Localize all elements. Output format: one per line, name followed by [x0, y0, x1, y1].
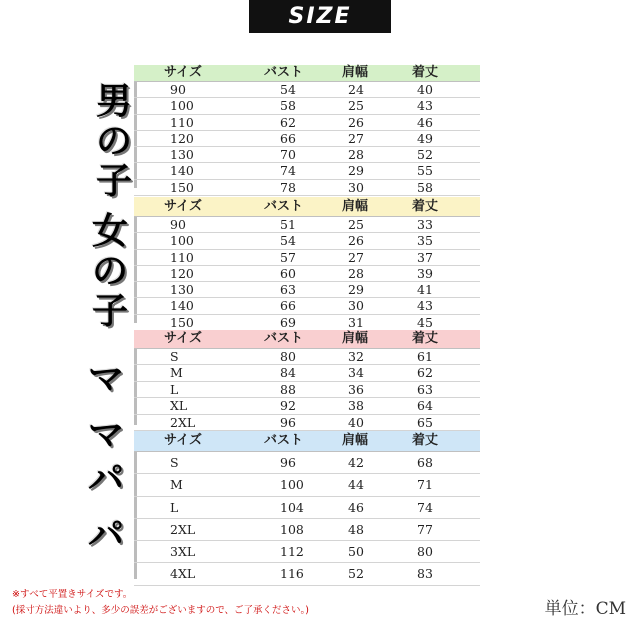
- table-cell: 28: [348, 265, 364, 281]
- table-cell: M: [170, 365, 183, 381]
- table-cell: 42: [348, 455, 364, 470]
- section-label-3: [74, 452, 138, 564]
- table-row: [134, 233, 480, 249]
- table-cell: L: [170, 499, 179, 515]
- table-cell: 130: [170, 282, 194, 298]
- table-cell: 150: [170, 179, 194, 195]
- table-header-row: [134, 197, 480, 217]
- table-cell: 70: [280, 147, 296, 163]
- table-row: [134, 365, 480, 381]
- note-flat-measure: ※すべて平置きサイズです。: [12, 589, 133, 600]
- table-row: [134, 563, 480, 585]
- header-cell: 着丈: [412, 199, 439, 214]
- table-cell: 37: [417, 249, 433, 265]
- table-cell: 90: [170, 217, 186, 232]
- table-cell: 52: [417, 147, 433, 163]
- table-cell: M: [170, 477, 183, 493]
- table-cell: 28: [348, 147, 364, 163]
- table-row: [134, 474, 480, 496]
- table-row: [134, 519, 480, 541]
- table-cell: 74: [417, 499, 433, 515]
- table-row: [134, 163, 480, 179]
- table-cell: 30: [348, 298, 364, 314]
- table-cell: 31: [348, 314, 364, 330]
- table-cell: 96: [280, 414, 296, 430]
- table-cell: 100: [170, 98, 194, 114]
- section-label-char: 女: [91, 211, 128, 252]
- header-cell: 着丈: [412, 65, 439, 80]
- table-row: [134, 382, 480, 398]
- table-cell: 110: [170, 114, 194, 130]
- section-label-char: の: [95, 121, 132, 162]
- size-table-2: [134, 330, 480, 430]
- table-row: [134, 147, 480, 163]
- table-cell: 57: [280, 249, 296, 265]
- table-cell: 2XL: [170, 521, 196, 537]
- table-cell: 25: [348, 217, 364, 232]
- section-label-char: の: [91, 251, 128, 292]
- table-cell: 45: [417, 314, 433, 330]
- table-cell: 54: [280, 82, 296, 97]
- table-cell: 29: [348, 282, 364, 298]
- table-cell: 49: [417, 130, 433, 146]
- table-cell: 44: [348, 477, 364, 493]
- table-cell: 40: [348, 414, 364, 430]
- table-cell: 84: [280, 365, 296, 381]
- table-cell: 60: [280, 265, 296, 281]
- section-label-char: 子: [95, 161, 132, 202]
- table-cell: 55: [417, 163, 433, 179]
- header-cell: 着丈: [412, 433, 439, 448]
- table-cell: 140: [170, 298, 194, 314]
- table-cell: 46: [348, 499, 364, 515]
- header-cell: バスト: [264, 199, 304, 214]
- table-cell: 130: [170, 147, 194, 163]
- table-header-row: [134, 330, 480, 349]
- header-cell: バスト: [264, 331, 304, 346]
- size-table-1: [134, 197, 480, 330]
- table-row: [134, 250, 480, 266]
- table-cell: 88: [280, 381, 296, 397]
- table-cell: S: [170, 455, 179, 470]
- section-label-2: [74, 352, 138, 464]
- table-cell: 62: [280, 114, 296, 130]
- table-cell: 80: [417, 544, 433, 560]
- section-label-char: パ: [87, 515, 124, 556]
- header-cell: バスト: [264, 433, 304, 448]
- table-cell: 24: [348, 82, 364, 97]
- table-cell: 46: [417, 114, 433, 130]
- table-cell: 38: [348, 398, 364, 414]
- table-cell: 51: [280, 217, 296, 232]
- table-row: [134, 115, 480, 131]
- table-cell: 65: [417, 414, 433, 430]
- table-cell: XL: [170, 398, 188, 414]
- table-row: [134, 541, 480, 563]
- header-cell: 着丈: [412, 331, 439, 346]
- table-header-row: [134, 65, 480, 82]
- table-cell: 100: [170, 233, 194, 249]
- table-row: [134, 217, 480, 233]
- table-cell: 68: [417, 455, 433, 470]
- table-row: [134, 415, 480, 431]
- table-cell: 40: [417, 82, 433, 97]
- table-cell: 100: [280, 477, 304, 493]
- table-cell: L: [170, 381, 179, 397]
- unit-label: 単位：CM: [544, 599, 626, 619]
- table-cell: 83: [417, 566, 433, 582]
- table-row: [134, 349, 480, 365]
- table-row: [134, 98, 480, 114]
- table-cell: 78: [280, 179, 296, 195]
- table-cell: 71: [417, 477, 433, 493]
- size-table-0: [134, 65, 480, 195]
- table-cell: 110: [170, 249, 194, 265]
- table-row: [134, 131, 480, 147]
- table-cell: 112: [280, 544, 304, 560]
- table-cell: 104: [280, 499, 304, 515]
- table-cell: 26: [348, 233, 364, 249]
- table-cell: 54: [280, 233, 296, 249]
- table-cell: 25: [348, 98, 364, 114]
- table-cell: 63: [417, 381, 433, 397]
- table-cell: 140: [170, 163, 194, 179]
- table-cell: 43: [417, 298, 433, 314]
- header-cell: 肩幅: [342, 199, 369, 214]
- table-cell: 66: [280, 130, 296, 146]
- table-cell: 48: [348, 521, 364, 537]
- table-cell: 52: [348, 566, 364, 582]
- table-cell: S: [170, 349, 179, 364]
- table-cell: 120: [170, 130, 194, 146]
- table-cell: 35: [417, 233, 433, 249]
- table-row: [134, 180, 480, 196]
- table-cell: 43: [417, 98, 433, 114]
- table-cell: 50: [348, 544, 364, 560]
- section-label-char: マ: [87, 415, 124, 456]
- table-row: [134, 298, 480, 314]
- table-cell: 150: [170, 314, 194, 330]
- table-cell: 120: [170, 265, 194, 281]
- table-cell: 33: [417, 217, 433, 232]
- section-label-1: [78, 212, 142, 332]
- table-cell: 4XL: [170, 566, 196, 582]
- section-label-char: 男: [95, 81, 132, 122]
- table-cell: 77: [417, 521, 433, 537]
- size-banner-text: SIZE: [288, 4, 352, 29]
- table-cell: 66: [280, 298, 296, 314]
- table-cell: 63: [280, 282, 296, 298]
- section-label-char: パ: [87, 459, 124, 500]
- table-row: [134, 398, 480, 414]
- table-cell: 41: [417, 282, 433, 298]
- table-cell: 29: [348, 163, 364, 179]
- header-cell: 肩幅: [342, 433, 369, 448]
- table-header-row: [134, 431, 480, 452]
- table-cell: 58: [280, 98, 296, 114]
- table-cell: 62: [417, 365, 433, 381]
- table-row: [134, 452, 480, 474]
- size-banner: [249, 0, 391, 33]
- section-label-char: マ: [87, 359, 124, 400]
- table-cell: 26: [348, 114, 364, 130]
- size-table-3: [134, 431, 480, 582]
- table-cell: 27: [348, 130, 364, 146]
- table-cell: 30: [348, 179, 364, 195]
- table-row: [134, 497, 480, 519]
- header-cell: サイズ: [164, 331, 202, 346]
- table-cell: 61: [417, 349, 433, 364]
- section-label-char: 子: [91, 291, 128, 332]
- table-row: [134, 315, 480, 331]
- table-cell: 58: [417, 179, 433, 195]
- table-cell: 116: [280, 566, 304, 582]
- table-row: [134, 82, 480, 98]
- header-cell: サイズ: [164, 433, 202, 448]
- note-measurement-error: (採寸方法違いより、多少の誤差がございますので、ご了承ください。): [12, 605, 309, 616]
- table-cell: 34: [348, 365, 364, 381]
- table-cell: 64: [417, 398, 433, 414]
- table-cell: 69: [280, 314, 296, 330]
- table-cell: 92: [280, 398, 296, 414]
- table-cell: 80: [280, 349, 296, 364]
- header-cell: 肩幅: [342, 65, 369, 80]
- table-cell: 36: [348, 381, 364, 397]
- table-cell: 32: [348, 349, 364, 364]
- table-cell: 96: [280, 455, 296, 470]
- table-row: [134, 266, 480, 282]
- header-cell: 肩幅: [342, 331, 369, 346]
- header-cell: サイズ: [164, 199, 202, 214]
- table-cell: 2XL: [170, 414, 196, 430]
- table-cell: 39: [417, 265, 433, 281]
- table-cell: 3XL: [170, 544, 196, 560]
- table-cell: 90: [170, 82, 186, 97]
- header-cell: バスト: [264, 65, 304, 80]
- table-row: [134, 282, 480, 298]
- table-cell: 74: [280, 163, 296, 179]
- header-cell: サイズ: [164, 65, 202, 80]
- table-cell: 27: [348, 249, 364, 265]
- table-cell: 108: [280, 521, 304, 537]
